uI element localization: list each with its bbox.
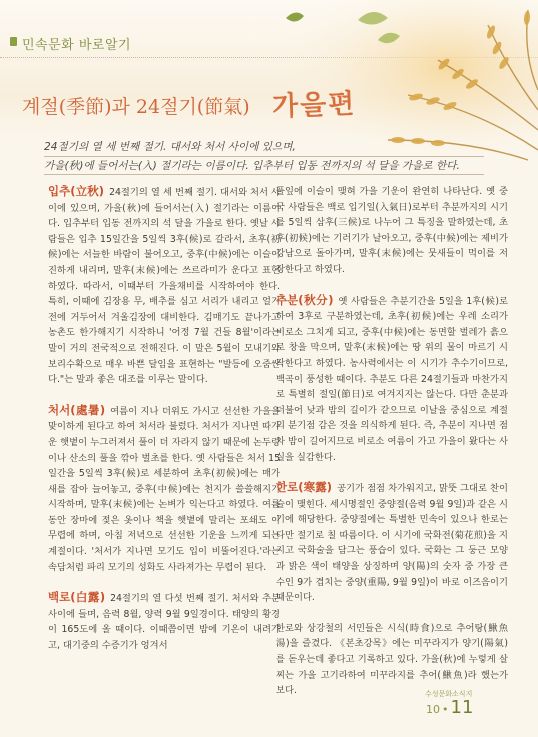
page-title-accent: 가을편 (271, 88, 357, 123)
term-heading: 입추(立秋) (48, 184, 105, 198)
term-heading: 한로(寒露) (276, 480, 333, 495)
term-heading: 추분(秋分) (276, 292, 334, 307)
paragraph-text: 풀잎에 이슬이 맺혀 가을 기운이 완연히 나타난다. 옛 중국 사람들은 백로 입기일(入氣日)로부터 추분까지의 시기를 5일씩 삼후(三候)로 나누어 그 특징을 말하였는데, 초후(初候)에는 기러기가 날아오고, 중후(中候)에는 제비가 강남으로 돌아가며, 말후(末候)에는 뭇새들이 먹이를 저장한다고 하였다. (276, 186, 508, 275)
term-heading: 백로(白露) (48, 590, 106, 605)
paragraph-ipchu (48, 184, 280, 388)
paragraph-text: 24절기의 열 다섯 번째 절기. 처서와 추분 사이에 들며, 음력 8월, 양력 9월 9일경이다. 태양의 황경이 165도에 올 때이다. 이때쯤이면 밤에 기온이 내려가고, 대기중의 수증기가 엉겨서 (48, 593, 280, 652)
term-heading: 처서(處暑) (48, 402, 106, 417)
paragraph-baengno-cont (276, 184, 508, 278)
paragraph-text: 여름이 지나 더위도 가시고 선선한 가을을 맞이하게 된다고 하여 처서라 불렀다. 처서가 지나면 따가운 햇볕이 누그러져서 풀이 더 자라지 않기 때문에 논두렁이나 산소의 풀을 깎아 벌초를 한다. 옛 사람들은 처서 15일간을 5일씩 3후(候)로 세분하여 초후(初候)에는 매가 새를 잡아 늘어놓고, 중후(中候)에는 천지가 쓸쓸해지기 시작하며, 말후(末候)에는 논벼가 익는다고 하였다. 여름 동안 장마에 젖은 옷이나 책을 햇볕에 말리는 포쇄도 이 무렵에 하며, 아침 저녁으로 선선한 기운을 느끼게 되는 계절이다. '처서가 지나면 모기도 입이 비뚤어진다.'라는 속담처럼 파리 모기의 성화도 사라져가는 무렵이 된다. (48, 405, 281, 573)
page-number-right: 11 (450, 697, 474, 718)
page-separator: • (442, 703, 449, 716)
page-title: 계절(季節)과 24절기(節氣) (22, 96, 250, 118)
footer-publication: 수성문화소식지 (425, 690, 473, 698)
paragraph-text: 24절기의 열 세 번째 절기. 대서와 처서 사이에 있으며, 가을(秋)에 들어서는(入) 절기라는 이름이다. 입추부터 입동 전까지의 석 달을 가을로 한다. 옛날 사람들은 입추 15일간을 5일씩 3후(候)로 갈라서, 초후(初候)에는 서늘한 바람이 불어오고, 중후(中候)에는 이슬이 진하게 내리며, 말후(末候)에는 쓰르라미가 운다고 표현하였다. 따라서, 이때부터 가을채비를 시작하여야 한다. 특히, 이때에 김장용 무, 배추를 심고 서리가 내리고 얼기 전에 거두어서 겨울김장에 대비한다. 김매기도 끝나가고 농촌도 한가해지기 시작하니 '어정 7월 건들 8월'이라는 말이 거의 전국적으로 전해진다. 이 말은 5월이 모내기와 보리수확으로 매우 바쁜 달임을 표현하는 "발등에 오줌싼다."는 말과 좋은 대조를 이루는 말이다. (48, 187, 281, 386)
page-number-left: 10 (426, 703, 440, 716)
subtitle-line: 가을(秋)에 들어서는(入) 절기라는 이름이다. 입추부터 입동 전까지의 석 달을 가을로 한다. (44, 159, 484, 176)
right-column (276, 184, 508, 714)
paragraph-chueotang (276, 621, 508, 699)
paragraph-text: 한로와 상강철의 서민들은 시식(時食)으로 추어탕(鰍魚湯)을 즐겼다. 《본초강목》에는 미꾸라지가 양기(陽氣)를 돋우는데 좋다고 기록하고 있다. 가을(秋)에 누렇게 살찌는 가을 고기라하여 미꾸라지를 추어(鰍魚)라 했는가 보다. (276, 622, 508, 697)
paragraph-text: 옛 사람들은 추분기간을 5일을 1후(候)로 하여 3후로 구분하였는데, 초후(初候)에는 우레 소리가 비로소 그치게 되고, 중후(中候)에는 동면할 벌레가 흙으로 창을 막으며, 말후(末候)에는 땅 위의 물이 마르기 시작한다고 하였다. 농사력에서는 이 시기가 추수기이므로, 백곡이 풍성한 때이다. 추분도 다른 24절기들과 마찬가지로 특별히 절일(節日)로 여겨지지는 않는다. 다만 춘분과 더불어 낮과 밤의 길이가 같으므로 이날을 중심으로 계절의 분기점 감은 것을 의식하게 된다. 즉, 추분이 지나면 점차 밤이 길어지므로 비로소 여름이 가고 가을이 왔다는 사실을 실감한다. (276, 295, 509, 463)
left-column (48, 184, 280, 669)
subtitle-line: 24절기의 열 세 번째 절기. 대서와 처서 사이에 있으며, (44, 140, 484, 157)
section-label: 민속문화 바로알기 (22, 34, 131, 53)
paragraph-baengno (48, 590, 280, 653)
subtitle (44, 140, 484, 177)
paragraph-hallo (276, 480, 508, 606)
paragraph-text: 공기가 점점 차가워지고, 맑뚯 그대로 찬이슬이 맺힌다. 세시명절인 중양절(음력 9월 9일)과 같은 시기에 해당한다. 중양절에는 특별한 민속이 있으나 한로는 다만 절기로 칠 따름이다. 이 시기에 국화전(菊花煎)을 지지고 국화술을 담그는 풍습이 있다. 국화는 그 둥근 모양과 밝은 색이 태양을 상징하며 양(陽)의 숫자 중 가장 큰 수인 9가 겹치는 중양(重陽, 9월 9일)이 바로 이즈음이기 때문이다. (276, 483, 509, 604)
paragraph-chubun (276, 293, 508, 466)
paragraph-cheoseo (48, 403, 280, 576)
page-numbers (426, 697, 473, 718)
